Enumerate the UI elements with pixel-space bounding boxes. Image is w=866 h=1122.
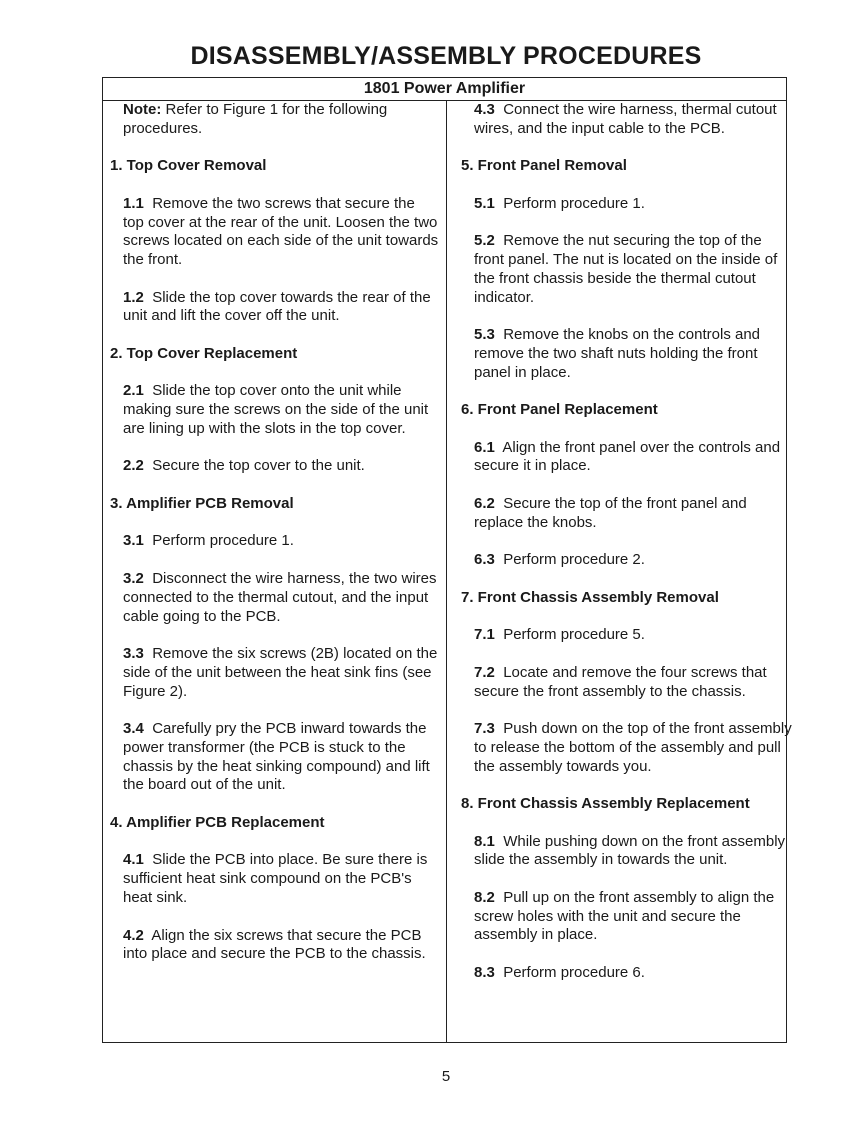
section-heading-6: 6. Front Panel Replacement: [461, 401, 658, 419]
step-number: 1.1: [123, 194, 144, 212]
step-3-3: [123, 645, 439, 701]
step-text: Push down on the top of the front assembly to release the bottom of the assembly and pull the assembly towards you.: [474, 719, 792, 775]
step-2-1: [123, 382, 439, 438]
section-heading-7: 7. Front Chassis Assembly Removal: [461, 588, 719, 606]
step-number: 8.1: [474, 832, 495, 850]
note-label: Note:: [123, 101, 162, 118]
right-column: [461, 101, 792, 983]
step-8-3: [474, 964, 792, 983]
step-text: Connect the wire harness, thermal cutout wires, and the input cable to the PCB.: [474, 101, 777, 137]
procedure-table: [102, 77, 792, 1043]
step-text: Remove the two screws that secure the top cover at the rear of the unit. Loosen the two screws located on each side of the unit towards the front.: [123, 194, 439, 269]
step-text: Perform procedure 6.: [503, 963, 645, 981]
step-number: 5.2: [474, 232, 495, 250]
step-3-1: [123, 532, 439, 551]
step-number: 7.2: [474, 663, 495, 681]
step-3-2: [123, 570, 439, 626]
step-text: Align the six screws that secure the PCB into place and secure the PCB to the chassis.: [123, 926, 426, 963]
step-5-1: [474, 195, 792, 214]
page-title: DISASSEMBLY/ASSEMBLY PROCEDURES: [190, 42, 702, 70]
step-text: Perform procedure 1.: [152, 532, 294, 550]
step-7-3: [474, 720, 792, 776]
step-number: 8.2: [474, 888, 495, 906]
step-3-4: [123, 720, 439, 795]
step-text: Remove the nut securing the top of the front panel. The nut is located on the inside of the front chassis beside the thermal cutout indicator.: [474, 232, 778, 306]
step-number: 8.3: [474, 963, 495, 981]
page-number: 5: [441, 1068, 451, 1085]
section-heading-8: 8. Front Chassis Assembly Replacement: [461, 795, 750, 813]
step-text: Secure the top cover to the unit.: [152, 457, 365, 475]
step-number: 4.3: [474, 101, 495, 118]
step-number: 2.1: [123, 382, 144, 400]
section-heading-2: 2. Top Cover Replacement: [110, 344, 298, 362]
step-8-2: [474, 889, 792, 945]
step-6-1: [474, 439, 792, 477]
section-heading-4: 4. Amplifier PCB Replacement: [110, 813, 325, 831]
section-heading-5: 5. Front Panel Removal: [461, 157, 627, 175]
step-4-3: [474, 101, 792, 139]
step-number: 1.2: [123, 288, 144, 306]
step-number: 6.2: [474, 494, 495, 512]
section-heading-3: 3. Amplifier PCB Removal: [110, 494, 294, 512]
step-text: While pushing down on the front assembly slide the assembly in towards the unit.: [474, 832, 786, 869]
step-7-1: [474, 626, 792, 645]
step-number: 3.1: [123, 532, 144, 550]
step-number: 6.1: [474, 438, 495, 456]
step-6-2: [474, 495, 792, 533]
step-number: 3.4: [123, 720, 144, 738]
step-5-2: [474, 232, 792, 307]
step-text: Align the front panel over the controls and secure it in place.: [474, 438, 781, 475]
step-text: Slide the PCB into place. Be sure there is sufficient heat sink compound on the PCB's heat sink.: [123, 851, 428, 907]
step-number: 4.2: [123, 926, 144, 944]
step-number: 5.1: [474, 194, 495, 212]
step-text: Remove the six screws (2B) located on the side of the unit between the heat sink fins (see Figure 2).: [123, 645, 438, 700]
step-number: 7.3: [474, 719, 495, 737]
note-text: Refer to Figure 1 for the following procedures.: [123, 101, 388, 137]
step-text: Secure the top of the front panel and replace the knobs.: [474, 494, 747, 531]
step-number: 4.1: [123, 851, 144, 869]
left-column: [110, 101, 439, 964]
step-number: 3.3: [123, 645, 144, 663]
step-text: Slide the top cover towards the rear of the unit and lift the cover off the unit.: [123, 288, 431, 325]
step-number: 7.1: [474, 626, 495, 644]
step-text: Disconnect the wire harness, the two wires connected to the thermal cutout, and the input cable going to the PCB.: [123, 569, 437, 625]
step-text: Perform procedure 2.: [503, 551, 645, 569]
step-text: Perform procedure 1.: [503, 194, 645, 212]
step-number: 2.2: [123, 457, 144, 475]
step-4-2: [123, 927, 439, 965]
step-number: 5.3: [474, 326, 495, 344]
step-text: Carefully pry the PCB inward towards the power transformer (the PCB is stuck to the chassis by the heat sinking compound) and lift the board out of the unit.: [123, 720, 430, 794]
step-number: 6.3: [474, 551, 495, 569]
note: [123, 101, 439, 139]
column-divider: [446, 100, 447, 1042]
step-4-1: [123, 851, 439, 907]
step-text: Slide the top cover onto the unit while making sure the screws on the side of the unit are lining up with the slots in the top cover.: [123, 382, 429, 437]
step-text: Locate and remove the four screws that secure the front assembly to the chassis.: [474, 663, 767, 700]
step-8-1: [474, 833, 792, 871]
step-1-2: [123, 289, 439, 327]
step-text: Remove the knobs on the controls and remove the two shaft nuts holding the front panel in place.: [474, 326, 761, 381]
step-6-3: [474, 551, 792, 570]
step-text: Pull up on the front assembly to align the screw holes with the unit and secure the assembly in place.: [474, 888, 775, 944]
step-text: Perform procedure 5.: [503, 626, 645, 644]
step-number: 3.2: [123, 569, 144, 587]
step-5-3: [474, 326, 792, 382]
step-1-1: [123, 195, 439, 270]
step-2-2: [123, 457, 439, 476]
section-heading-1: 1. Top Cover Removal: [110, 157, 267, 175]
table-header: 1801 Power Amplifier: [103, 78, 786, 101]
step-7-2: [474, 664, 792, 702]
